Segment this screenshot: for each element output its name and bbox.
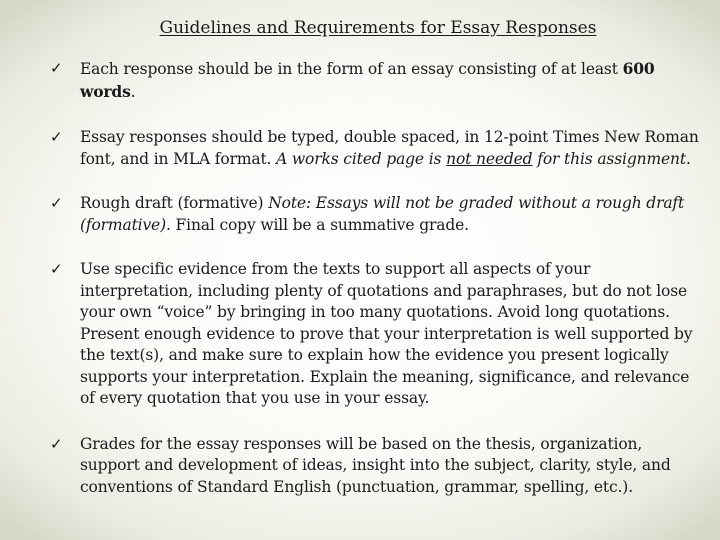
bullet-text-end: . <box>130 82 136 101</box>
list-item <box>50 259 705 410</box>
check-icon: ✓ <box>50 194 63 212</box>
check-icon: ✓ <box>50 434 63 453</box>
bullet-text: Use specific evidence from the texts to support all aspects of your interpretation, including plenty of quotations and paraphrases, but do not lose your own “voice” by bringing in too many quotations. Avoid long quotations. Present enough evidence to prove that your interpretation is well supported by the text(s), and make sure to explain how the evidence you present logically supports your interpretation. Explain the meaning, significance, and relevance of every quotation that you use in your essay. <box>80 260 693 407</box>
word-count-emphasis: 600 words <box>80 59 655 101</box>
note-italic: A works cited page is <box>276 149 447 168</box>
list-item <box>50 434 705 499</box>
list-item <box>50 127 705 170</box>
check-icon: ✓ <box>50 260 63 278</box>
note-italic-end: for this assignment <box>532 149 686 168</box>
bullet-text-end: Final copy will be a summative grade. <box>170 215 469 234</box>
bullet-text: Rough draft (formative) <box>80 194 269 212</box>
guidelines-list <box>50 58 705 498</box>
check-icon: ✓ <box>50 128 63 146</box>
bullet-text: Grades for the essay responses will be based on the thesis, organization, support and development of ideas, insight into the subject, clarity, style, and conventions of Standard English (punctuation, grammar, spelling, etc.). <box>80 434 671 496</box>
bullet-text: Each response should be in the form of an essay consisting of at least <box>80 60 623 78</box>
check-icon: ✓ <box>50 59 63 77</box>
bullet-text: Essay responses should be typed, double spaced, in 12-point Times New Roman font, and in MLA format. <box>80 128 699 168</box>
bullet-text-end: . <box>685 149 691 168</box>
note-italic: Note: Essays will not be graded without a rough draft (formative). <box>80 194 685 234</box>
page-title: Guidelines and Requirements for Essay Responses <box>159 18 597 38</box>
list-item <box>50 193 705 236</box>
note-underlined: not needed <box>446 149 533 168</box>
list-item <box>50 58 705 103</box>
